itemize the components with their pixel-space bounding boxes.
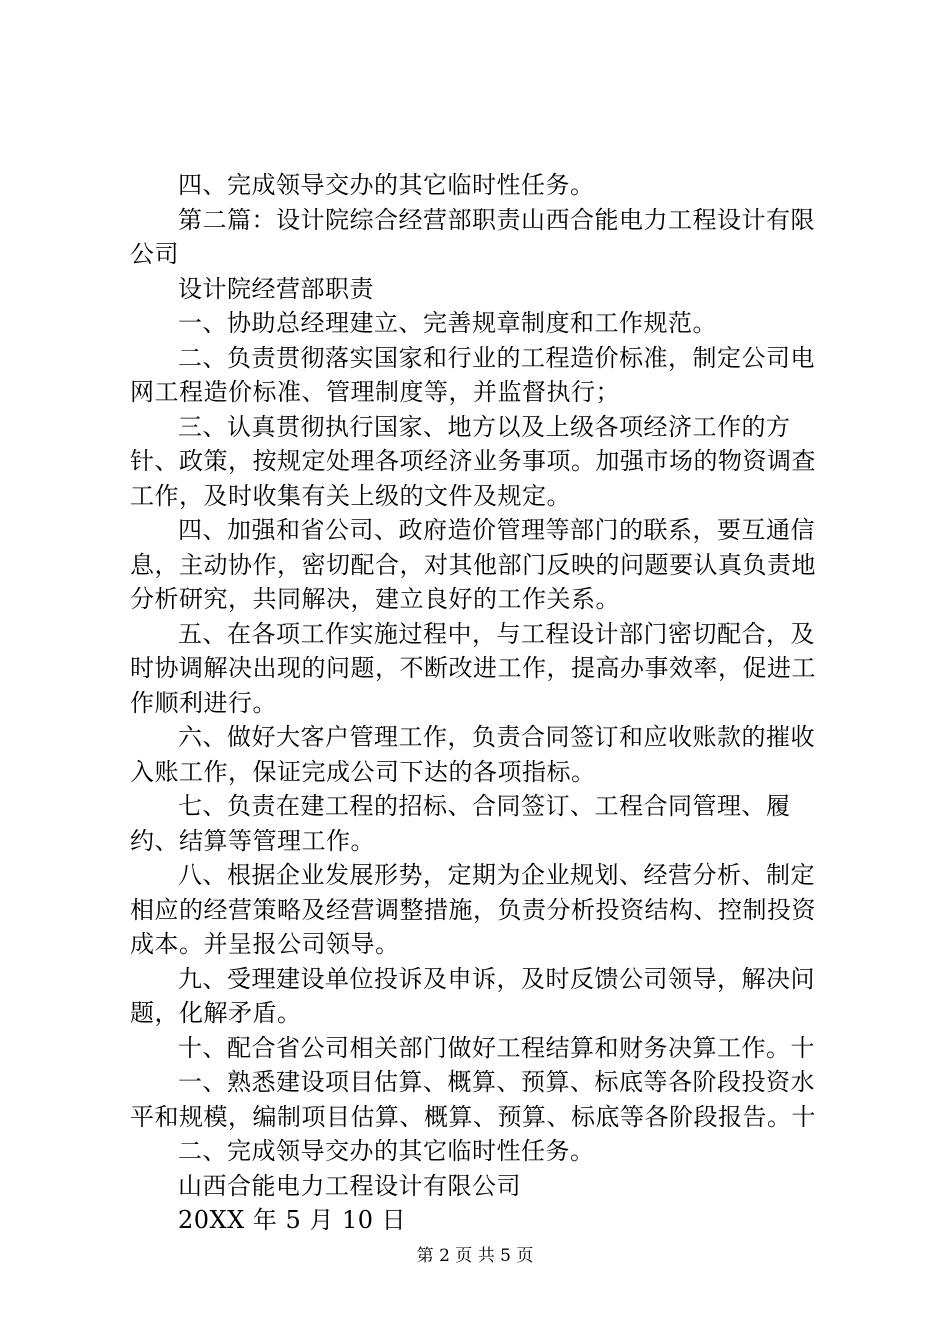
paragraph: 一、协助总经理建立、完善规章制度和工作规范。 xyxy=(178,309,717,337)
section-subtitle: 设计院经营部职责 xyxy=(178,274,374,303)
paragraph: 七、负责在建工程的招标、合同签订、工程合同管理、履约、结算等管理工作。 xyxy=(130,792,791,855)
paragraph: 八、根据企业发展形势，定期为企业规划、经营分析、制定相应的经营策略及经营调整措施，负责分析投资结构、控制投资成本。并呈报公司领导。 xyxy=(130,861,816,958)
paragraph: 一、熟悉建设项目估算、概算、预算、标底等各阶段投资水平和规模，编制项目估算、概算、预算、标底等各阶段报告。十 xyxy=(130,1068,816,1131)
section-heading: 第二篇：设计院综合经营部职责山西合能电力工程设计有限公司 xyxy=(130,205,815,268)
page-number-footer: 第 2 页 共 5 页 xyxy=(416,1246,534,1266)
paragraph: 四、加强和省公司、政府造价管理等部门的联系，要互通信息，主动协作，密切配合，对其他部门反映的问题要认真负责地分析研究，共同解决，建立良好的工作关系。 xyxy=(130,516,816,613)
paragraph: 四、完成领导交办的其它临时性任务。 xyxy=(178,171,595,199)
paragraph: 二、负责贯彻落实国家和行业的工程造价标准，制定公司电网工程造价标准、管理制度等，并监督执行； xyxy=(130,343,815,406)
document-body xyxy=(130,168,838,1238)
paragraph: 六、做好大客户管理工作，负责合同签订和应收账款的摧收入账工作，保证完成公司下达的各项指标。 xyxy=(130,723,815,786)
signature-company: 山西合能电力工程设计有限公司 xyxy=(178,1171,521,1200)
paragraph: 三、认真贯彻执行国家、地方以及上级各项经济工作的方针、政策，按规定处理各项经济业务事项。加强市场的物资调查工作，及时收集有关上级的文件及规定。 xyxy=(130,412,816,510)
paragraph: 五、在各项工作实施过程中，与工程设计部门密切配合，及时协调解决出现的问题，不断改进工作，提高办事效率，促进工作顺利进行。 xyxy=(130,619,816,717)
signature-date: 20XX 年 5 月 10 日 xyxy=(178,1206,407,1234)
paragraph: 九、受理建设单位投诉及申诉，及时反馈公司领导，解决问题，化解矛盾。 xyxy=(130,964,815,1027)
paragraph: 十、配合省公司相关部门做好工程结算和财务决算工作。十 xyxy=(178,1033,815,1062)
paragraph: 二、完成领导交办的其它临时性任务。 xyxy=(178,1137,595,1165)
